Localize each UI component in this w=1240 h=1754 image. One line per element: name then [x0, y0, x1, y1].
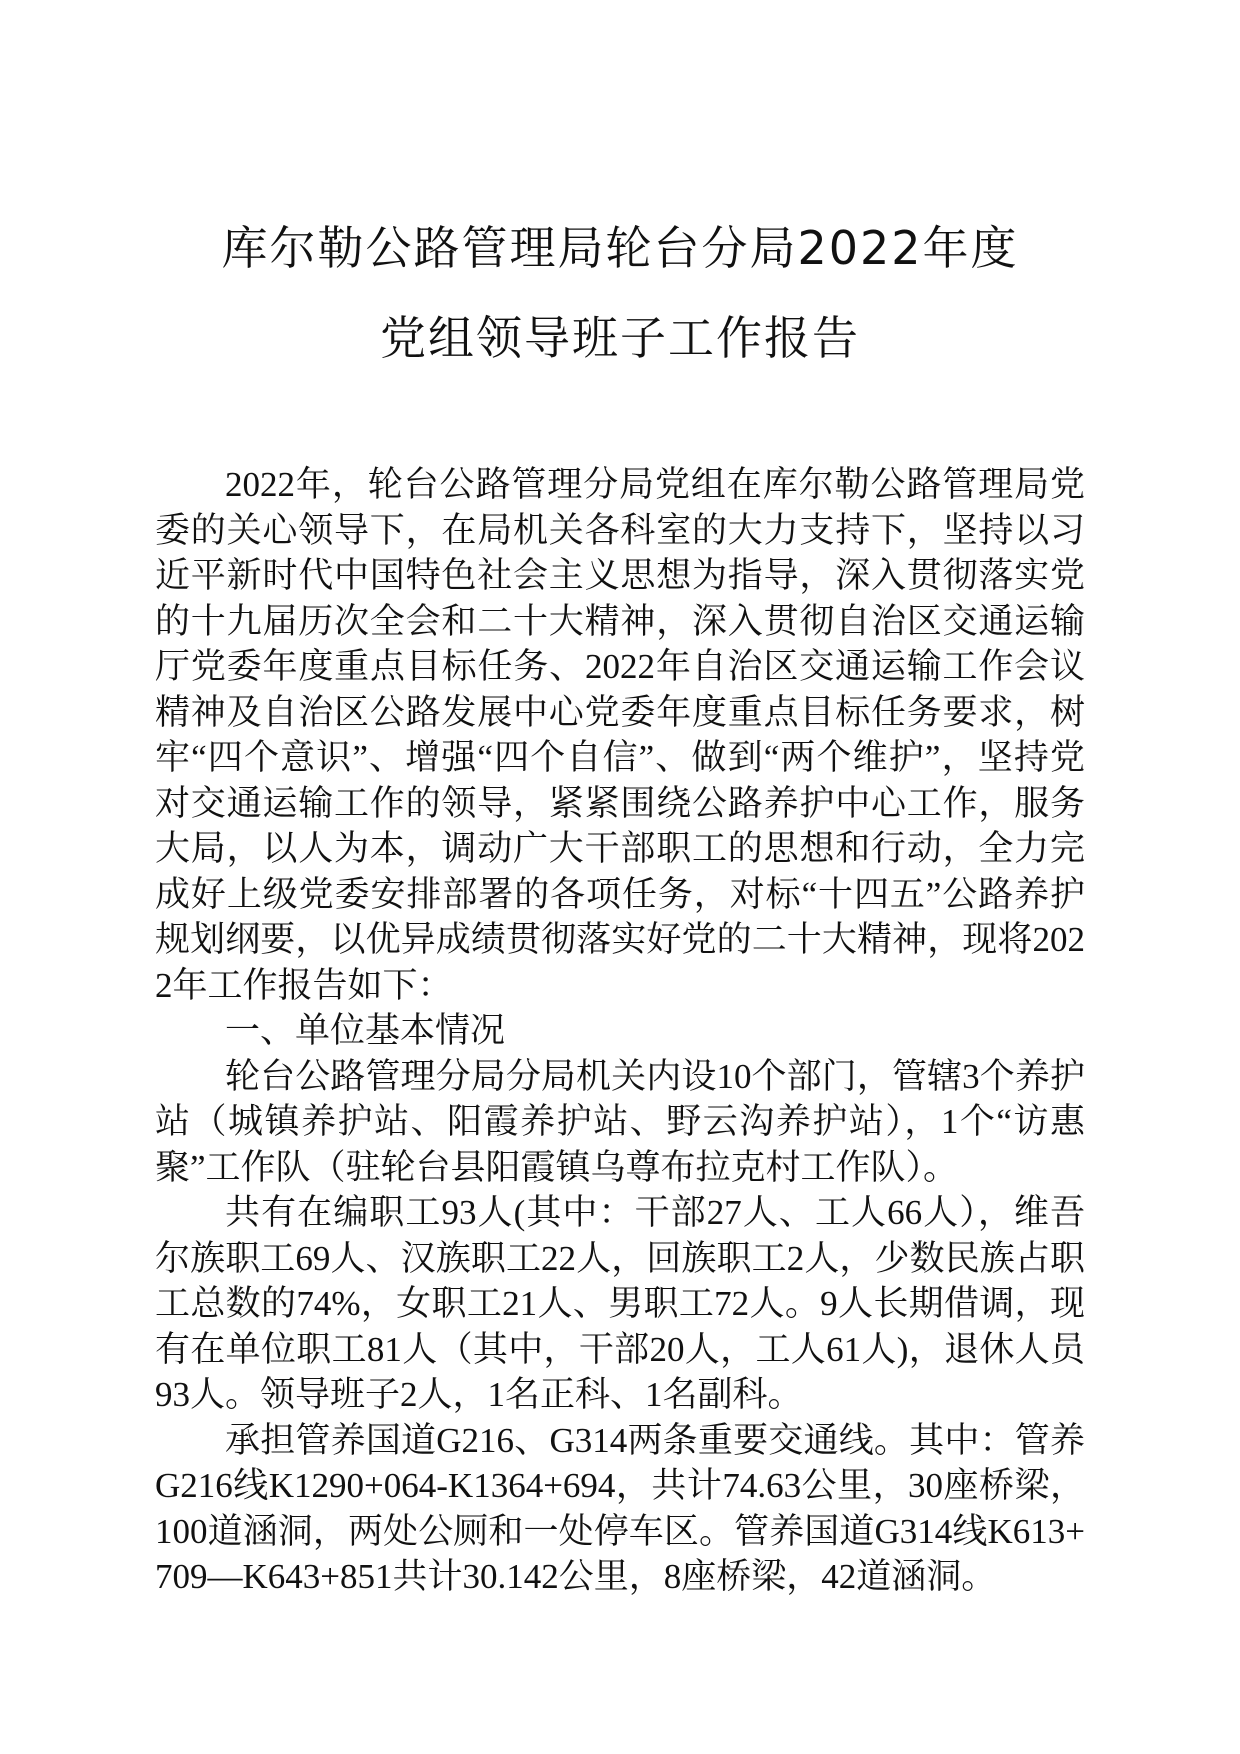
paragraph-roads: 承担管养国道G216、G314两条重要交通线。其中：管养G216线K1290+064-K1364+694，共计74.63公里，30座桥梁，100道涵洞，两处公厕和一处停车区。管养国道G314线K613+709—K643+851共计30.142公里，8座桥梁，42道涵洞。	[155, 1420, 1085, 1596]
paragraph-intro: 2022年，轮台公路管理分局党组在库尔勒公路管理局党委的关心领导下，在局机关各科室的大力支持下，坚持以习近平新时代中国特色社会主义思想为指导，深入贯彻落实党的十九届历次全会和二十大精神，深入贯彻自治区交通运输厅党委年度重点目标任务、2022年自治区交通运输工作会议精神及自治区公路发展中心党委年度重点目标任务要求，树牢“四个意识”、增强“四个自信”、做到“两个维护”，坚持党对交通运输工作的领导，紧紧围绕公路养护中心工作，服务大局，以人为本，调动广大干部职工的思想和行动，全力完成好上级党委安排部署的各项任务，对标“十四五”公路养护规划纲要，以优异成绩贯彻落实好党的二十大精神，现将2022年工作报告如下：	[155, 465, 1085, 1005]
document-title-line-2: 党组领导班子工作报告	[380, 311, 860, 365]
paragraph-departments: 轮台公路管理分局分局机关内设10个部门，管辖3个养护站（城镇养护站、阳霞养护站、野云沟养护站），1个“访惠聚”工作队（驻轮台县阳霞镇乌尊布拉克村工作队）。	[155, 1056, 1085, 1187]
section-heading: 一、单位基本情况	[225, 1011, 506, 1050]
paragraph-staff: 共有在编职工93人(其中：干部27人、工人66人），维吾尔族职工69人、汉族职工22人，回族职工2人，少数民族占职工总数的74%，女职工21人、男职工72人。9人长期借调，现有在单位职工81人（其中，干部20人，工人61人)，退休人员93人。领导班子2人，1名正科、1名副科。	[155, 1193, 1085, 1414]
document-title-line-1: 库尔勒公路管理局轮台分局2022年度	[221, 221, 1019, 275]
document-body	[155, 462, 1085, 1600]
